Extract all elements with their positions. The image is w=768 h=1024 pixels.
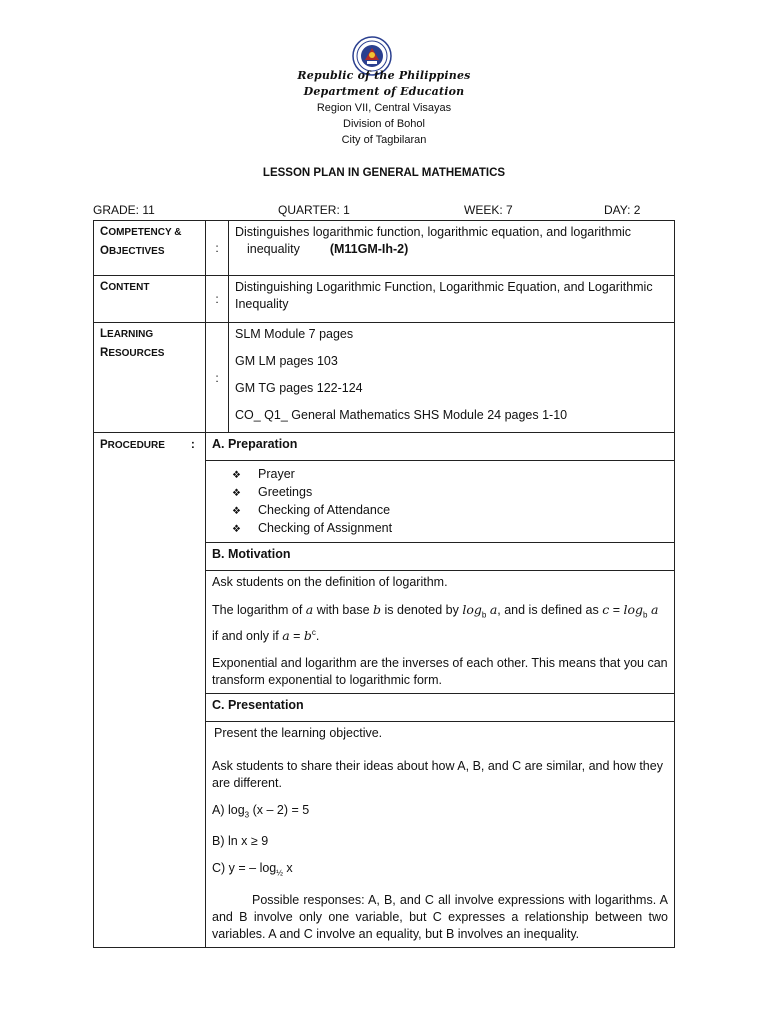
motivation-body: Ask students on the definition of logarithm. The logarithm of a with base b is denoted by $\log_b a$, and is defined as $c = \log_b a$ if and only if $a = b^c$. Exponential and logarithm are the inverses of each other. This means that you can transform exponential to logarithmic form. (206, 571, 675, 694)
colon: : (206, 221, 229, 276)
colon: : (206, 276, 229, 323)
row-procedure-prep-title (94, 433, 675, 461)
header-republic: Republic of the Philippines (297, 69, 471, 82)
document-header (0, 68, 768, 148)
equation-b: B) ln x ≥ 9 (212, 834, 269, 849)
diamond-bullet-icon: ❖ (232, 488, 241, 499)
label-competency: COMPETENCY & OBJECTIVES (94, 221, 206, 276)
section-motivation-title: B. Motivation (206, 543, 675, 571)
equation-c: C) y = – $\log_{\frac{1}{2}} x$ (212, 861, 293, 878)
competency-code: (M11GM-Ih-2) (329, 242, 409, 256)
lesson-plan-table (93, 220, 675, 948)
list-item: ❖ Checking of Assignment (232, 520, 668, 538)
row-competency (94, 221, 675, 276)
resource-item: SLM Module 7 pages (235, 327, 354, 341)
content-text: Distinguishing Logarithmic Function, Logarithmic Equation, and Logarithmic Inequality (229, 276, 675, 323)
meta-day: DAY: 2 (604, 203, 641, 217)
header-region: Region VII, Central Visayas (316, 102, 452, 114)
resource-item: GM TG pages 122-124 (235, 381, 363, 395)
competency-text: Distinguishes logarithmic function, logarithmic equation, and logarithmic inequality (M11GM-Ih-2) (229, 221, 675, 276)
document-title: LESSON PLAN IN GENERAL MATHEMATICS (262, 167, 506, 179)
header-department: Department of Education (303, 85, 465, 98)
resources-list (229, 323, 675, 433)
list-item: ❖ Checking of Attendance (232, 502, 668, 520)
colon: : (206, 323, 229, 433)
equation-a: A) $\log_3 (x - 2) = 5$ (212, 802, 310, 820)
logarithm-definition: The logarithm of a with base b is denoted by $\log_b a$, and is defined as $c = \log_b a$ if and only if $a = b^c$. (212, 602, 659, 643)
row-resources (94, 323, 675, 433)
list-item: ❖ Prayer (232, 466, 668, 484)
header-division: Division of Bohol (343, 118, 425, 130)
presentation-body: Present the learning objective. Ask students to share their ideas about how A, B, and C are similar, and how they are different. A) $\log_3 (x - 2) = 5$ B) ln x ≥ 9 C) y = – $\log_{\frac{1}{2}} x$ Possible responses: A, B, and C all involve expressions with logarithms. A and B involve only one variable, but C expresses a relationship between two variables. A and C involve an equality, but B involves an inequality. (206, 721, 675, 947)
label-procedure: PROCEDURE : (94, 433, 206, 948)
row-content (94, 276, 675, 323)
label-content: CONTENT (94, 276, 206, 323)
meta-quarter: QUARTER: 1 (278, 203, 350, 217)
preparation-list (206, 461, 675, 543)
resource-item: CO_ Q1_ General Mathematics SHS Module 24 pages 1-10 (235, 408, 568, 422)
section-preparation-title: A. Preparation (206, 433, 675, 461)
meta-week: WEEK: 7 (464, 203, 513, 217)
diamond-bullet-icon: ❖ (232, 470, 241, 481)
possible-responses: Possible responses: A, B, and C all involve expressions with logarithms. A and B involve only one variable, but C expresses a relationship between two variables. A and C involve an equality, but B involves an inequality. (212, 892, 668, 941)
resource-item: GM LM pages 103 (235, 354, 338, 368)
diamond-bullet-icon: ❖ (232, 506, 241, 517)
header-city: City of Tagbilaran (341, 134, 427, 146)
meta-grade: GRADE: 11 (93, 203, 155, 217)
diamond-bullet-icon: ❖ (232, 524, 241, 535)
label-resources: LEARNING RESOURCES (94, 323, 206, 433)
section-presentation-title: C. Presentation (206, 693, 675, 721)
list-item: ❖ Greetings (232, 484, 668, 502)
